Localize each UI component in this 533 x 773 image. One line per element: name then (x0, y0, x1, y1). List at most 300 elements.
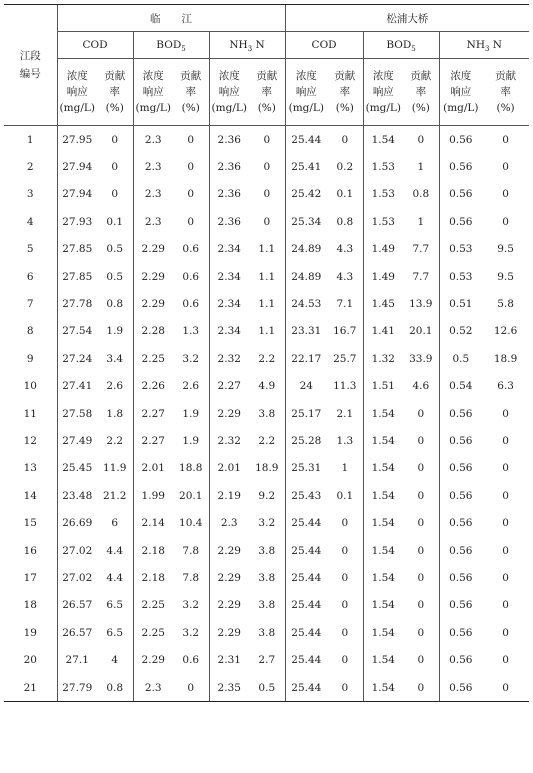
table-row (4, 126, 529, 154)
table-cell: 11.9 (103, 462, 127, 475)
table-cell: 0 (417, 462, 425, 475)
table-cell: 23.48 (57, 482, 97, 509)
table-row (4, 181, 529, 208)
segment-number: 19 (23, 626, 37, 639)
concentration-header: 浓度 响应 (mg/L) (57, 59, 97, 126)
table-cell: 7.1 (336, 298, 354, 311)
table-cell: 0 (263, 215, 271, 228)
table-cell: 25.44 (285, 674, 327, 702)
table-cell: 3.8 (258, 571, 276, 584)
indicator-cod-2: COD (285, 32, 363, 59)
table-cell: 0 (502, 517, 509, 530)
table-cell: 0.6 (182, 654, 200, 667)
table-cell: 10.4 (179, 517, 203, 530)
table-cell: 3.2 (182, 599, 200, 612)
contribution-header: 贡献 率 (%) (97, 59, 133, 126)
table-cell: 7.7 (412, 243, 430, 256)
table-cell: 0 (502, 188, 509, 201)
table-cell: 4.6 (412, 380, 430, 393)
table-cell: 0.56 (439, 455, 482, 482)
segment-number: 12 (23, 434, 37, 447)
table-row (4, 646, 529, 673)
table-cell: 2.18 (133, 537, 173, 564)
table-cell: 1.1 (258, 325, 276, 338)
contribution-header: 贡献 率 (%) (327, 59, 363, 126)
table-cell: 6.3 (497, 380, 514, 393)
table-cell: 2.25 (133, 345, 173, 372)
table-cell: 27.02 (57, 564, 97, 591)
table-cell: 1.8 (106, 407, 124, 420)
table-cell: 3.4 (106, 352, 124, 365)
table-row (4, 619, 529, 646)
segment-number: 8 (26, 325, 34, 338)
table-cell: 0 (417, 489, 425, 502)
table-cell: 0 (173, 674, 209, 702)
table-cell: 2.34 (209, 318, 249, 345)
table-cell: 25.44 (285, 646, 327, 673)
table-cell: 2.3 (133, 126, 173, 154)
concentration-header: 浓度 响应 (mg/L) (363, 59, 403, 126)
segment-number: 13 (23, 462, 37, 475)
table-cell: 25.44 (285, 126, 327, 154)
table-cell: 5.8 (497, 298, 514, 311)
table-cell: 2.3 (133, 181, 173, 208)
table-cell: 27.24 (57, 345, 97, 372)
table-cell: 0 (502, 215, 509, 228)
table-cell: 22.17 (285, 345, 327, 372)
table-cell: 25.7 (333, 352, 357, 365)
table-cell: 16.7 (333, 325, 357, 338)
table-cell: 2.3 (133, 153, 173, 180)
table-cell: 0 (502, 161, 509, 174)
table-cell: 27.94 (57, 153, 97, 180)
table-cell: 0.2 (336, 161, 354, 174)
indicator-nh3n-1: $NH_3$ N (209, 32, 285, 59)
segment-number: 4 (26, 215, 34, 228)
table-cell: 21.2 (103, 489, 127, 502)
table-cell: 7.8 (182, 544, 200, 557)
indicator-nh3n-2: $NH_3$ N (439, 32, 529, 59)
table-cell: 24.53 (285, 290, 327, 317)
table-cell: 2.1 (336, 407, 354, 420)
table-cell: 2.29 (209, 564, 249, 591)
table-cell: 3.2 (182, 352, 200, 365)
table-cell: 0 (502, 626, 509, 639)
table-cell: 25.44 (285, 619, 327, 646)
table-cell: 25.41 (285, 153, 327, 180)
contribution-table (4, 4, 529, 702)
table-cell: 0 (263, 188, 271, 201)
table-cell: 25.28 (285, 427, 327, 454)
table-row (4, 537, 529, 564)
table-cell: 1.54 (363, 564, 403, 591)
table-cell: 0 (341, 626, 349, 639)
table-cell: 2.01 (133, 455, 173, 482)
table-row (4, 373, 529, 400)
table-cell: 26.57 (57, 619, 97, 646)
table-cell: 0 (327, 674, 363, 702)
table-cell: 1.54 (363, 427, 403, 454)
table-cell: 1.9 (182, 407, 200, 420)
table-row (4, 345, 529, 372)
table-cell: 25.44 (285, 592, 327, 619)
table-row (4, 153, 529, 180)
table-cell: 23.31 (285, 318, 327, 345)
table-cell: 1.51 (363, 373, 403, 400)
table-cell: 0 (341, 599, 349, 612)
table-cell: 25.45 (57, 455, 97, 482)
table-cell: 0 (111, 133, 119, 146)
segment-number: 16 (23, 544, 37, 557)
table-row (4, 400, 529, 427)
table-cell: 0.56 (439, 674, 482, 702)
table-cell: 0.53 (439, 263, 482, 290)
table-cell: 0.56 (439, 646, 482, 673)
table-row (4, 509, 529, 536)
table-cell: 0 (187, 215, 195, 228)
table-row (4, 427, 529, 454)
table-cell: 2.26 (133, 373, 173, 400)
table-cell: 25.17 (285, 400, 327, 427)
table-cell: 25.44 (285, 537, 327, 564)
table-cell: 25.44 (285, 564, 327, 591)
table-cell: 0 (417, 599, 425, 612)
table-cell: 1.54 (363, 126, 403, 154)
table-row (4, 482, 529, 509)
table-cell: 0.1 (336, 188, 354, 201)
table-row (4, 455, 529, 482)
table-cell: 27.41 (57, 373, 97, 400)
table-cell: 0 (502, 599, 509, 612)
table-cell: 2.29 (209, 592, 249, 619)
table-cell: 12.6 (493, 325, 518, 338)
table-cell: 2.29 (133, 236, 173, 263)
table-cell: 20.1 (179, 489, 203, 502)
segment-number: 5 (26, 243, 34, 256)
table-cell: 1.3 (336, 434, 354, 447)
contribution-header: 贡献 率 (%) (403, 59, 439, 126)
table-cell: 27.85 (57, 263, 97, 290)
table-cell: 25.43 (285, 482, 327, 509)
table-cell: 1.32 (363, 345, 403, 372)
table-cell: 0 (417, 626, 425, 639)
table-cell: 0 (341, 571, 349, 584)
table-cell: 2.18 (133, 564, 173, 591)
table-cell: 2.7 (258, 654, 276, 667)
table-cell: 0.56 (439, 619, 482, 646)
table-cell: 0 (111, 188, 119, 201)
table-cell: 2.29 (209, 537, 249, 564)
table-cell: 0.8 (336, 215, 354, 228)
segment-number: 7 (26, 298, 34, 311)
table-cell: 2.29 (209, 400, 249, 427)
table-cell: 0.56 (439, 153, 482, 180)
table-cell: 4.3 (336, 243, 354, 256)
table-cell: 2.14 (133, 509, 173, 536)
table-cell: 0.6 (182, 243, 200, 256)
table-cell: 9.2 (258, 489, 276, 502)
segment-number: 14 (23, 489, 37, 502)
indicator-cod-1: COD (57, 32, 133, 59)
table-cell: 11.3 (333, 380, 357, 393)
table-cell: 0.56 (439, 208, 482, 235)
table-cell: 0 (263, 161, 271, 174)
site-header-linjiang: 临 江 (57, 5, 285, 32)
table-cell: 1.54 (363, 455, 403, 482)
table-cell: 2.36 (209, 181, 249, 208)
segment-number: 1 (26, 133, 34, 146)
table-cell: 0 (263, 133, 271, 146)
table-cell: 1.9 (182, 434, 200, 447)
table-cell: 0.52 (439, 318, 482, 345)
table-cell: 24 (285, 373, 327, 400)
table-cell: 1.99 (133, 482, 173, 509)
table-cell: 1.1 (258, 243, 276, 256)
table-row (4, 318, 529, 345)
table-cell: 27.93 (57, 208, 97, 235)
table-cell: 0 (502, 133, 509, 146)
table-cell: 7.7 (412, 270, 430, 283)
table-cell: 3.8 (258, 599, 276, 612)
table-cell: 0.8 (106, 298, 124, 311)
table-cell: 2.3 (133, 208, 173, 235)
table-cell: 4.4 (106, 544, 124, 557)
table-cell: 6.5 (106, 599, 124, 612)
table-cell: 18.9 (255, 462, 279, 475)
table-row (4, 263, 529, 290)
segment-number: 6 (26, 270, 34, 283)
table-cell: 3.2 (182, 626, 200, 639)
table-cell: 0.8 (97, 674, 133, 702)
table-cell: 1.54 (363, 400, 403, 427)
table-cell: 0 (502, 544, 509, 557)
table-cell: 27.49 (57, 427, 97, 454)
table-cell: 18.8 (179, 462, 203, 475)
table-cell: 27.58 (57, 400, 97, 427)
segment-number: 20 (23, 654, 37, 667)
table-cell: 2.6 (106, 380, 124, 393)
table-cell: 0.56 (439, 427, 482, 454)
table-row (4, 564, 529, 591)
table-cell: 1.54 (363, 509, 403, 536)
table-cell: 0 (403, 674, 439, 702)
table-cell: 1.49 (363, 236, 403, 263)
table-cell: 7.8 (182, 571, 200, 584)
table-cell: 0 (187, 188, 195, 201)
table-cell: 1.54 (363, 674, 403, 702)
table-cell: 2.2 (258, 352, 276, 365)
table-cell: 0.56 (439, 509, 482, 536)
table-cell: 4 (111, 654, 119, 667)
table-cell: 1.54 (363, 592, 403, 619)
table-cell: 1.1 (258, 270, 276, 283)
table-cell: 0 (502, 434, 509, 447)
table-cell: 0.5 (106, 270, 124, 283)
segment-number: 2 (26, 161, 34, 174)
table-cell: 2.3 (209, 509, 249, 536)
table-cell: 0 (417, 544, 425, 557)
table-cell: 0 (417, 407, 425, 420)
table-cell: 2.29 (209, 619, 249, 646)
table-cell: 1.45 (363, 290, 403, 317)
table-cell: 24.89 (285, 236, 327, 263)
table-cell: 1.54 (363, 619, 403, 646)
segment-number: 9 (26, 352, 34, 365)
segment-header: 江段编号 (4, 5, 57, 126)
table-cell: 0.8 (412, 188, 430, 201)
table-cell: 2.27 (133, 400, 173, 427)
table-row (4, 236, 529, 263)
segment-number: 3 (26, 188, 34, 201)
table-cell: 2.2 (106, 434, 124, 447)
table-cell: 2.6 (182, 380, 200, 393)
table-cell: 26.57 (57, 592, 97, 619)
table-row (4, 290, 529, 317)
table-cell: 2.3 (133, 674, 173, 702)
table-cell: 0 (502, 407, 509, 420)
segment-number: 18 (23, 599, 37, 612)
contribution-header: 贡献 率 (%) (482, 59, 529, 126)
table-cell: 1.1 (258, 298, 276, 311)
segment-number: 17 (23, 571, 37, 584)
table-cell: 25.42 (285, 181, 327, 208)
table-cell: 2.27 (133, 427, 173, 454)
table-cell: 1.41 (363, 318, 403, 345)
table-cell: 27.85 (57, 236, 97, 263)
table-cell: 0 (341, 133, 349, 146)
table-cell: 0 (111, 161, 119, 174)
table-cell: 27.95 (57, 126, 97, 154)
table-cell: 0.56 (439, 181, 482, 208)
table-cell: 27.1 (57, 646, 97, 673)
table-cell: 3.8 (258, 407, 276, 420)
table-cell: 0 (482, 674, 529, 702)
table-cell: 0.53 (439, 236, 482, 263)
table-cell: 25.34 (285, 208, 327, 235)
table-cell: 2.35 (209, 674, 249, 702)
table-cell: 0 (502, 571, 509, 584)
segment-number: 21 (4, 674, 57, 702)
table-cell: 2.25 (133, 619, 173, 646)
table-cell: 26.69 (57, 509, 97, 536)
table-cell: 3.2 (258, 517, 276, 530)
table-cell: 0.51 (439, 290, 482, 317)
table-cell: 6 (111, 517, 119, 530)
table-cell: 1 (341, 462, 349, 475)
table-cell: 1.53 (363, 181, 403, 208)
table-row (4, 208, 529, 235)
table-cell: 0.5 (439, 345, 482, 372)
table-cell: 4.4 (106, 571, 124, 584)
table-cell: 0 (417, 434, 425, 447)
table-cell: 2.34 (209, 236, 249, 263)
table-cell: 3.8 (258, 626, 276, 639)
table-cell: 0 (502, 462, 509, 475)
table-cell: 13.9 (409, 298, 433, 311)
table-cell: 27.02 (57, 537, 97, 564)
table-cell: 0.5 (249, 674, 285, 702)
table-cell: 0 (187, 161, 195, 174)
table-cell: 0 (502, 654, 509, 667)
table-cell: 2.29 (133, 290, 173, 317)
table-cell: 1.49 (363, 263, 403, 290)
table-cell: 2.36 (209, 126, 249, 154)
contribution-header: 贡献 率 (%) (173, 59, 209, 126)
table-cell: 1.3 (182, 325, 200, 338)
table-cell: 2.32 (209, 345, 249, 372)
table-cell: 2.27 (209, 373, 249, 400)
table-cell: 0.56 (439, 564, 482, 591)
table-cell: 0.1 (336, 489, 354, 502)
table-cell: 0 (502, 489, 509, 502)
table-cell: 2.34 (209, 290, 249, 317)
table-cell: 2.36 (209, 153, 249, 180)
table-cell: 0.6 (182, 270, 200, 283)
table-cell: 9.5 (497, 243, 514, 256)
table-cell: 0.56 (439, 592, 482, 619)
segment-number: 15 (23, 517, 37, 530)
table-cell: 2.29 (133, 646, 173, 673)
contribution-header: 贡献 率 (%) (249, 59, 285, 126)
table-cell: 0 (341, 517, 349, 530)
segment-number: 10 (23, 380, 37, 393)
table-cell: 4.3 (336, 270, 354, 283)
table-cell: 2.34 (209, 263, 249, 290)
table-cell: 25.44 (285, 509, 327, 536)
concentration-header: 浓度 响应 (mg/L) (439, 59, 482, 126)
table-cell: 6.5 (106, 626, 124, 639)
table-cell: 25.31 (285, 455, 327, 482)
table-cell: 0.5 (106, 243, 124, 256)
site-header-songpu-bridge: 松浦大桥 (285, 5, 529, 32)
table-row (4, 674, 529, 702)
table-cell: 2.25 (133, 592, 173, 619)
table-cell: 1.54 (363, 482, 403, 509)
table-cell: 0.1 (106, 215, 124, 228)
concentration-header: 浓度 响应 (mg/L) (209, 59, 249, 126)
table-cell: 9.5 (497, 270, 514, 283)
table-cell: 27.78 (57, 290, 97, 317)
table-cell: 3.8 (258, 544, 276, 557)
table-cell: 1 (417, 161, 425, 174)
table-cell: 0 (417, 654, 425, 667)
table-cell: 1.53 (363, 208, 403, 235)
segment-number: 11 (23, 407, 37, 420)
table-cell: 27.79 (57, 674, 97, 702)
table-cell: 0.56 (439, 482, 482, 509)
concentration-header: 浓度 响应 (mg/L) (133, 59, 173, 126)
table-cell: 2.29 (133, 263, 173, 290)
table-cell: 0.54 (439, 373, 482, 400)
table-cell: 4.9 (258, 380, 276, 393)
table-cell: 2.01 (209, 455, 249, 482)
table-cell: 1.54 (363, 537, 403, 564)
table-cell: 0.56 (439, 537, 482, 564)
table-cell: 0 (341, 544, 349, 557)
table-cell: 0 (417, 133, 425, 146)
table-cell: 2.19 (209, 482, 249, 509)
indicator-bod-1: $BOD_5$ (133, 32, 209, 59)
table-cell: 2.32 (209, 427, 249, 454)
table-cell: 0 (187, 133, 195, 146)
table-cell: 2.36 (209, 208, 249, 235)
table-cell: 0.56 (439, 400, 482, 427)
table-cell: 2.2 (258, 434, 276, 447)
table-cell: 20.1 (409, 325, 433, 338)
table-cell: 27.94 (57, 181, 97, 208)
table-cell: 27.54 (57, 318, 97, 345)
table-cell: 24.89 (285, 263, 327, 290)
